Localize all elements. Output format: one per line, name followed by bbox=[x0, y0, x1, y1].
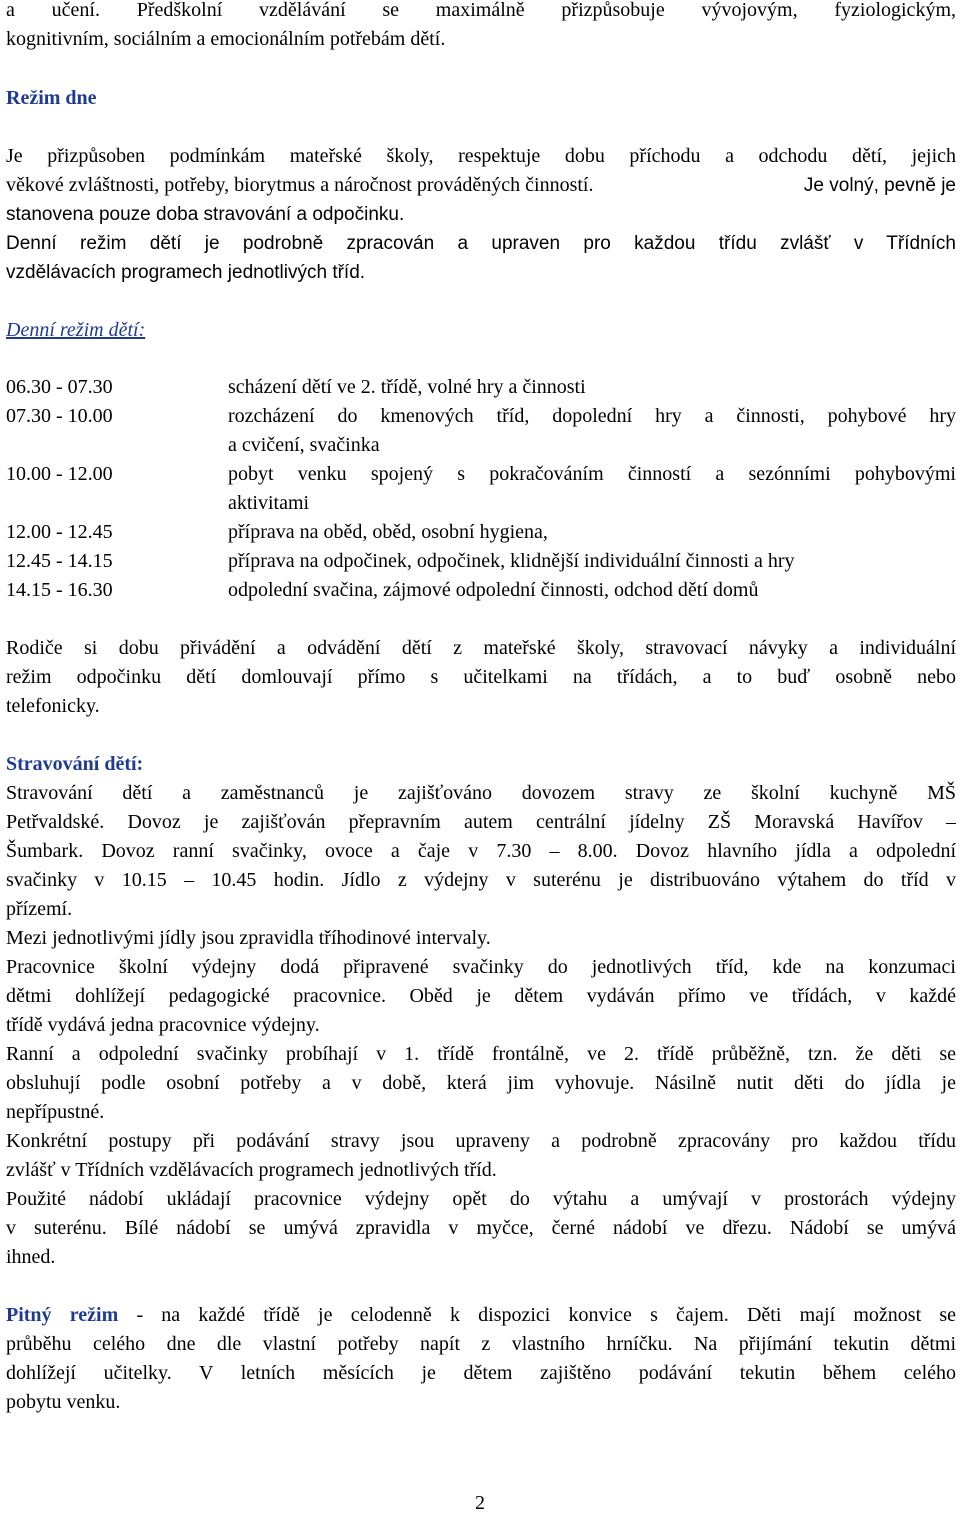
intro-line-2: kognitivním, sociálním a emocionálním potřebám dětí. bbox=[6, 28, 446, 50]
pitny-line-3: dohlížejí učitelky. V letních měsících je dětem zajištěno podávání tekutin během celého bbox=[6, 1362, 956, 1384]
schedule-row bbox=[6, 402, 956, 431]
schedule-row bbox=[6, 460, 956, 489]
schedule-activity: rozcházení do kmenových tříd, dopolední hry a činnosti, pohybové hry bbox=[228, 405, 956, 427]
section-heading-strava: Stravování dětí: bbox=[6, 753, 144, 775]
strava-line: Pracovnice školní výdejny dodá připravené svačinky do jednotlivých tříd, kde na konzumaci bbox=[6, 956, 956, 978]
strava-line: dětmi dohlížejí pedagogické pracovnice. Oběd je dětem vydáván přímo ve třídách, v každé bbox=[6, 985, 956, 1007]
strava-line: Šumbark. Dovoz ranní svačinky, ovoce a čaje v 7.30 – 8.00. Dovoz hlavního jídla a odpolední bbox=[6, 840, 956, 862]
schedule-row bbox=[6, 518, 956, 547]
rezim-p1-line-2-serif: věkové zvláštnosti, potřeby, biorytmus a náročnost prováděných činností. bbox=[6, 174, 594, 196]
parents-line-2: režim odpočinku dětí domlouvají přímo s učitelkami na třídách, a to buď osobně nebo bbox=[6, 666, 956, 688]
schedule-row-continuation bbox=[6, 489, 956, 518]
schedule-time: 06.30 - 07.30 bbox=[6, 376, 113, 398]
parents-line-3: telefonicky. bbox=[6, 695, 100, 717]
pitny-heading: Pitný režim bbox=[6, 1304, 119, 1326]
schedule-activity: pobyt venku spojený s pokračováním činností a sezónními pohybovými bbox=[228, 463, 956, 485]
rezim-p2-line-1: Denní režim dětí je podrobně zpracován a upraven pro každou třídu zvlášť v Třídních bbox=[6, 233, 956, 254]
schedule-time: 10.00 - 12.00 bbox=[6, 463, 113, 485]
rezim-p2-line-2: vzdělávacích programech jednotlivých tříd. bbox=[6, 262, 366, 283]
pitny-line-4: pobytu venku. bbox=[6, 1391, 121, 1413]
strava-line: zvlášť v Třídních vzdělávacích programech jednotlivých tříd. bbox=[6, 1159, 497, 1181]
schedule-activity: odpolední svačina, zájmové odpolední činnosti, odchod dětí domů bbox=[228, 579, 759, 601]
strava-line: Ranní a odpolední svačinky probíhají v 1. třídě frontálně, ve 2. třídě průběžně, tzn. že děti se bbox=[6, 1043, 956, 1065]
schedule-row-continuation bbox=[6, 431, 956, 460]
schedule-time: 07.30 - 10.00 bbox=[6, 405, 113, 427]
strava-line: přízemí. bbox=[6, 898, 73, 920]
schedule-time: 12.45 - 14.15 bbox=[6, 550, 113, 572]
strava-line: v suterénu. Bílé nádobí se umývá zpravidla v myčce, černé nádobí ve dřezu. Nádobí se umývá bbox=[6, 1217, 956, 1239]
pitny-line-2: průběhu celého dne dle vlastní potřeby napít z vlastního hrníčku. Na přijímání tekutin dětmi bbox=[6, 1333, 956, 1355]
schedule-row bbox=[6, 547, 956, 576]
rezim-p1-line-1: Je přizpůsoben podmínkám mateřské školy, respektuje dobu příchodu a odchodu dětí, jejich bbox=[6, 145, 956, 167]
schedule-row bbox=[6, 373, 956, 402]
strava-line: Konkrétní postupy při podávání stravy jsou upraveny a podrobně zpracovány pro každou třídu bbox=[6, 1130, 956, 1152]
strava-line: Petřvaldské. Dovoz je zajišťován přepravním autem centrální jídelny ZŠ Moravská Havířov – bbox=[6, 811, 956, 833]
strava-line: obsluhují podle osobní potřeby a v době, která jim vyhovuje. Násilně nutit děti do jídla je bbox=[6, 1072, 956, 1094]
rezim-p1-line-3: stanovena pouze doba stravování a odpočinku. bbox=[6, 204, 405, 225]
schedule-time: 12.00 - 12.45 bbox=[6, 521, 113, 543]
schedule-time: 14.15 - 16.30 bbox=[6, 579, 113, 601]
strava-line: nepřípustné. bbox=[6, 1101, 105, 1123]
intro-line-1: a učení. Předškolní vzdělávání se maximálně přizpůsobuje vývojovým, fyziologickým, bbox=[6, 0, 956, 21]
strava-line: ihned. bbox=[6, 1246, 56, 1268]
schedule-activity-continuation: a cvičení, svačinka bbox=[228, 434, 380, 456]
page-number: 2 bbox=[475, 1492, 485, 1514]
rezim-p1-line-2 bbox=[6, 171, 956, 200]
rezim-p1-line-2-sans: Je volný, pevně je bbox=[803, 175, 956, 196]
strava-line: Použité nádobí ukládají pracovnice výdejny opět do výtahu a umývají v prostorách výdejny bbox=[6, 1188, 956, 1210]
schedule-activity-continuation: aktivitami bbox=[228, 492, 310, 514]
parents-line-1: Rodiče si dobu přivádění a odvádění dětí z mateřské školy, stravovací návyky a individuální bbox=[6, 637, 956, 659]
pitny-line-1 bbox=[6, 1301, 956, 1330]
schedule-activity: scházení dětí ve 2. třídě, volné hry a činnosti bbox=[228, 376, 586, 398]
schedule-row bbox=[6, 576, 956, 605]
pitny-line-1-rest: - na každé třídě je celodenně k dispozici konvice s čajem. Děti mají možnost se bbox=[118, 1304, 956, 1326]
section-heading-rezim: Režim dne bbox=[6, 87, 97, 109]
strava-line: svačinky v 10.15 – 10.45 hodin. Jídlo z výdejny v suterénu je distribuováno výtahem do tříd v bbox=[6, 869, 956, 891]
schedule-activity: příprava na oběd, oběd, osobní hygiena, bbox=[228, 521, 548, 543]
schedule-heading: Denní režim dětí: bbox=[6, 319, 146, 341]
strava-line: Stravování dětí a zaměstnanců je zajišťováno dovozem stravy ze školní kuchyně MŠ bbox=[6, 782, 956, 804]
schedule-activity: příprava na odpočinek, odpočinek, klidnější individuální činnosti a hry bbox=[228, 550, 795, 572]
strava-line: Mezi jednotlivými jídly jsou zpravidla tříhodinové intervaly. bbox=[6, 927, 491, 949]
strava-line: třídě vydává jedna pracovnice výdejny. bbox=[6, 1014, 320, 1036]
